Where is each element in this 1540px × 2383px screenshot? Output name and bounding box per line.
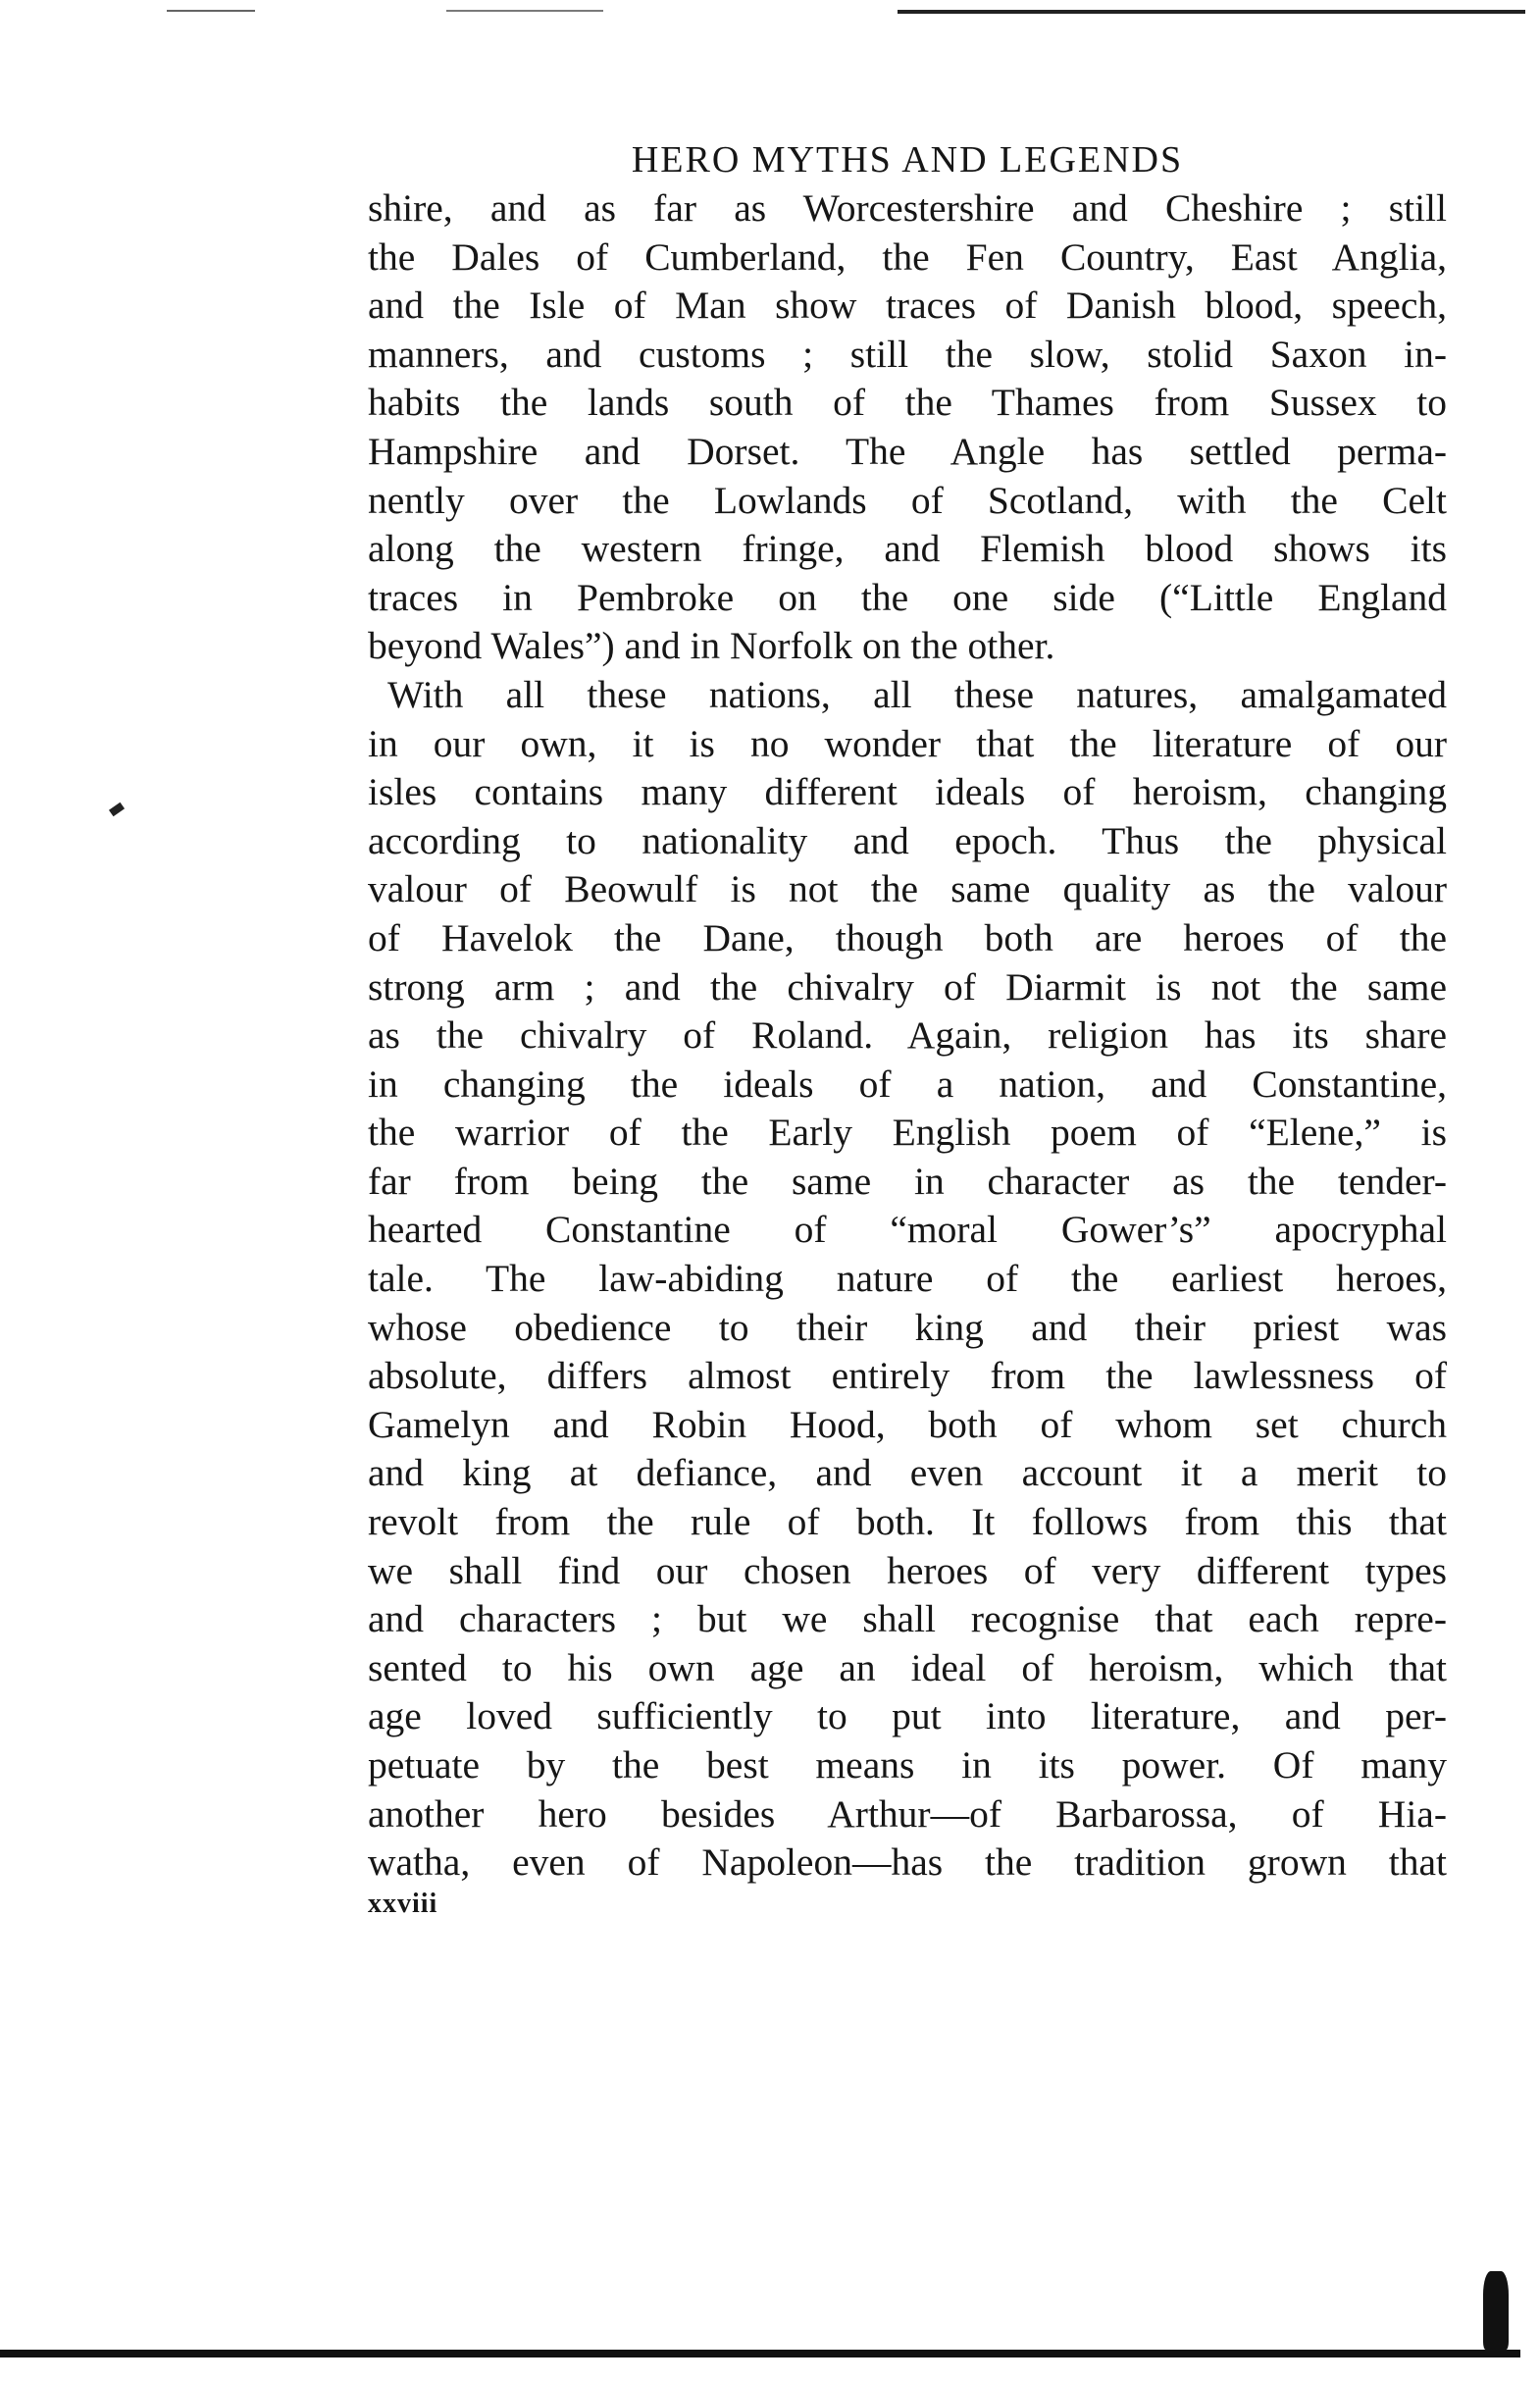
scan-edge-mark (898, 10, 1525, 14)
body-text (368, 184, 1447, 1888)
text-line: habits the lands south of the Thames from Sussex to (368, 381, 1447, 425)
text-line: as the chivalry of Roland. Again, religion has its share (368, 1013, 1447, 1058)
text-line: watha, even of Napoleon—has the tradition grown that (368, 1840, 1447, 1885)
text-line: hearted Constantine of “moral Gower’s” apocryphal (368, 1208, 1447, 1252)
text-line: traces in Pembroke on the one side (“Little England (368, 575, 1447, 619)
running-head: HERO MYTHS AND LEGENDS (631, 139, 1184, 181)
text-line: in our own, it is no wonder that the literature of our (368, 721, 1447, 765)
text-line: another hero besides Arthur—of Barbarossa, of Hia- (368, 1791, 1447, 1836)
text-line: Gamelyn and Robin Hood, both of whom set church (368, 1402, 1447, 1446)
scan-edge-mark (446, 10, 603, 12)
text-line: revolt from the rule of both. It follows from this that (368, 1500, 1447, 1544)
text-line: isles contains many different ideals of heroism, changing (368, 770, 1447, 814)
text-line: beyond Wales”) and in Norfolk on the other. (368, 624, 1055, 668)
text-line: nently over the Lowlands of Scotland, with the Celt (368, 478, 1447, 522)
text-line: sented to his own age an ideal of heroism, which that (368, 1645, 1447, 1689)
scan-blot (1483, 2271, 1509, 2350)
scan-edge-mark (0, 2350, 1520, 2357)
text-line: manners, and customs ; still the slow, stolid Saxon in- (368, 332, 1447, 376)
text-line: With all these nations, all these natures, amalgamated (387, 672, 1447, 716)
margin-mark (109, 803, 125, 817)
text-line: and characters ; but we shall recognise that each repre- (368, 1597, 1447, 1641)
text-line: the warrior of the Early English poem of “Elene,” is (368, 1111, 1447, 1155)
text-line: of Havelok the Dane, though both are heroes of the (368, 915, 1447, 959)
text-line: whose obedience to their king and their priest was (368, 1305, 1447, 1349)
text-line: petuate by the best means in its power. Of many (368, 1743, 1447, 1787)
text-line: valour of Beowulf is not the same quality as the valour (368, 867, 1447, 911)
book-page (368, 137, 1447, 1921)
text-line: absolute, differs almost entirely from the lawlessness of (368, 1354, 1447, 1398)
text-line: and the Isle of Man show traces of Danish blood, speech, (368, 284, 1447, 328)
text-line: tale. The law-abiding nature of the earliest heroes, (368, 1257, 1447, 1301)
text-line: we shall find our chosen heroes of very different types (368, 1548, 1447, 1592)
text-line: strong arm ; and the chivalry of Diarmit is not the same (368, 964, 1447, 1009)
text-line: along the western fringe, and Flemish blood shows its (368, 527, 1447, 571)
text-line: the Dales of Cumberland, the Fen Country, East Anglia, (368, 234, 1447, 279)
text-line: according to nationality and epoch. Thus the physical (368, 818, 1447, 862)
scan-edge-mark (167, 10, 255, 12)
text-line: shire, and as far as Worcestershire and Cheshire ; still (368, 186, 1447, 230)
text-line: far from being the same in character as the tender- (368, 1159, 1447, 1203)
text-line: age loved sufficiently to put into literature, and per- (368, 1694, 1447, 1738)
text-line: in changing the ideals of a nation, and Constantine, (368, 1062, 1447, 1106)
text-line: Hampshire and Dorset. The Angle has settled perma- (368, 429, 1447, 473)
page-number: xxviii (368, 1888, 438, 1919)
text-line: and king at defiance, and even account it a merit to (368, 1451, 1447, 1495)
